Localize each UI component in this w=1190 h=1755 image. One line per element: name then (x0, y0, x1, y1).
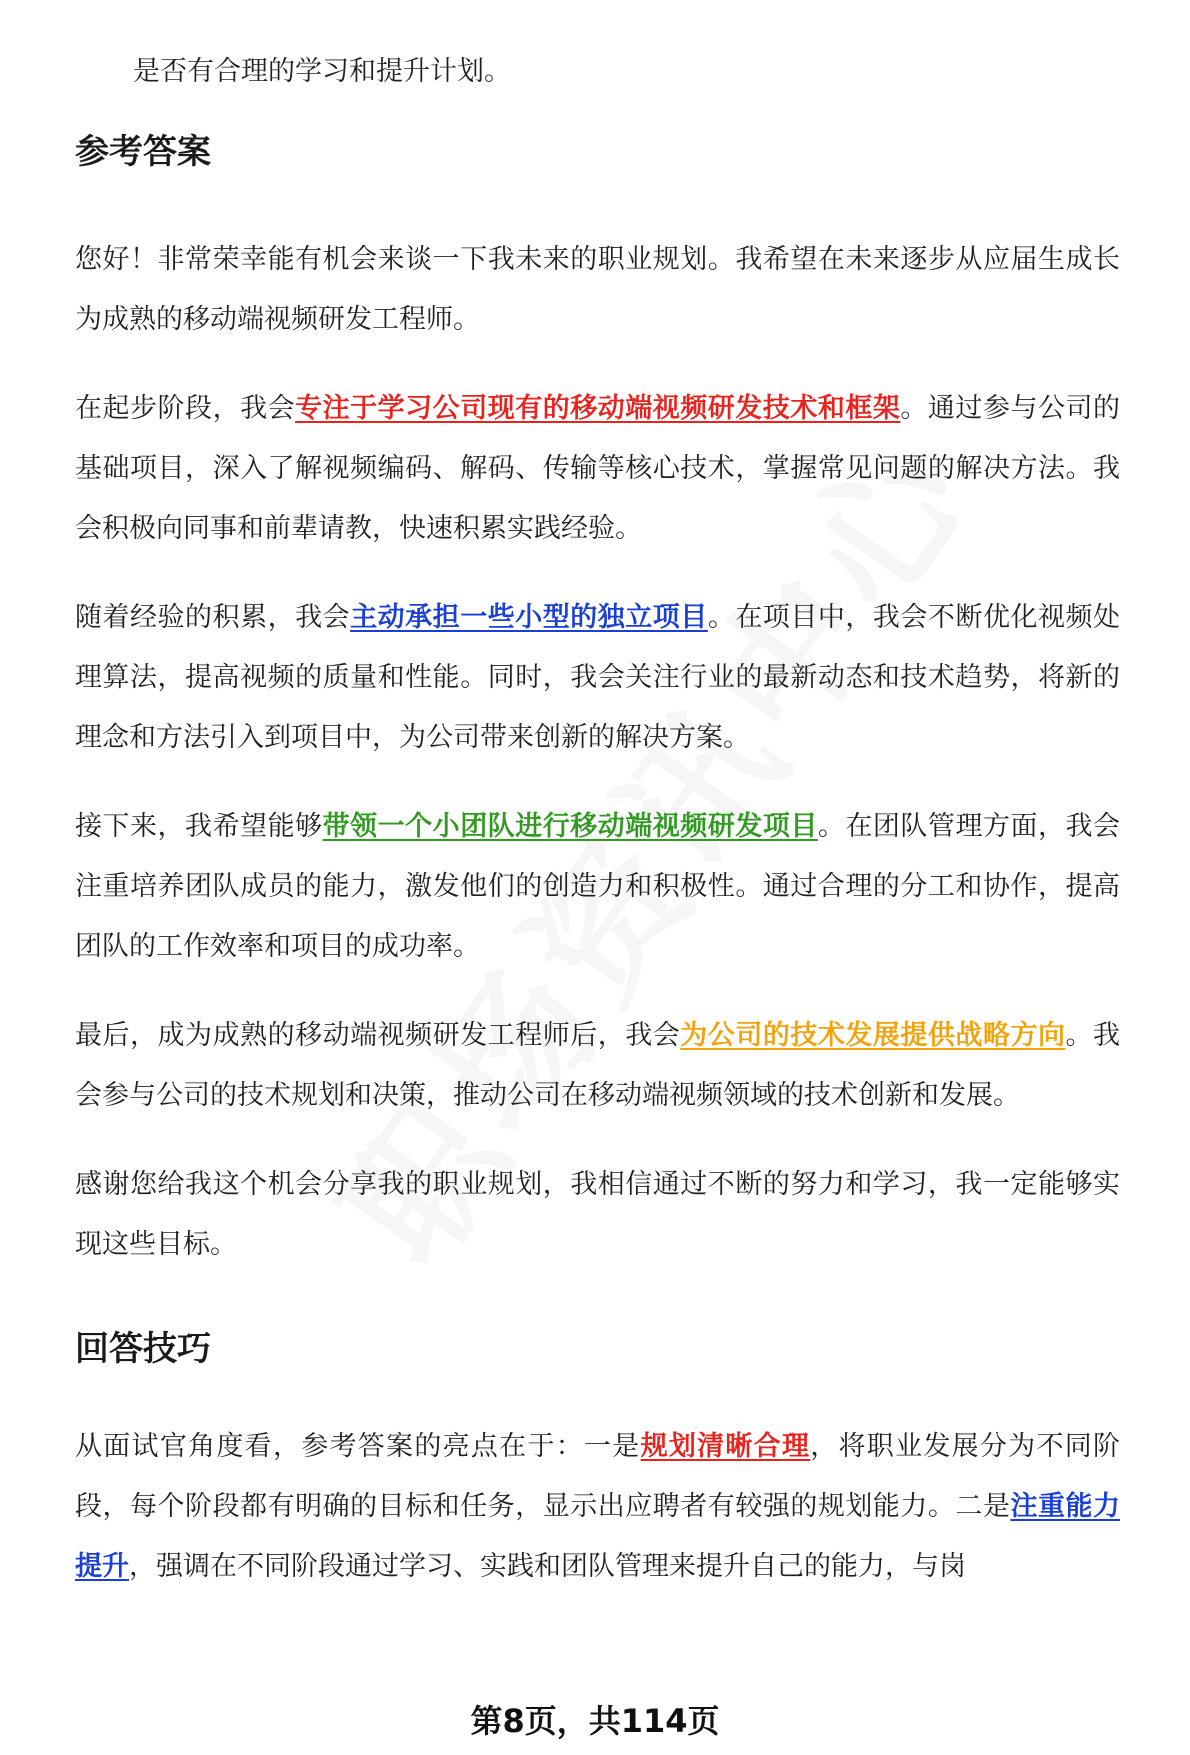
answer-paragraph-1 (75, 230, 1120, 350)
section-heading-reference-answer: 参考答案 (75, 132, 211, 172)
answer-paragraph-2 (75, 379, 1120, 559)
paragraph-text: 。在团队管理方面，我会注重培养团队成员的能力，激发他们的创造力和积极性。通过合理的分工和协作，提高团队的工作效率和项目的成功率。 (75, 811, 1121, 962)
paragraph-text: 最后，成为成熟的移动端视频研发工程师后，我会 (75, 1020, 681, 1051)
paragraph-text: 接下来，我希望能够 (75, 811, 323, 842)
paragraph-text: 从面试官角度看，参考答案的亮点在于：一是 (75, 1431, 641, 1462)
paragraph-text: 感谢您给我这个机会分享我的职业规划，我相信通过不断的努力和学习，我一定能够实现这些目标。 (75, 1169, 1120, 1260)
highlight-blue: 注重能力提升 (75, 1491, 1121, 1582)
paragraph-text: 。我会参与公司的技术规划和决策，推动公司在移动端视频领域的技术创新和发展。 (75, 1020, 1121, 1111)
highlight-blue: 主动承担一些小型的独立项目 (350, 602, 708, 633)
paragraph-text: 在起步阶段，我会 (75, 393, 296, 424)
answer-paragraph-5 (75, 1006, 1120, 1126)
section-heading-answer-tips: 回答技巧 (75, 1329, 211, 1369)
page-number: 第8页，共114页 (470, 1702, 720, 1740)
paragraph-text: 。在项目中，我会不断优化视频处理算法，提高视频的质量和性能。同时，我会关注行业的最新动态和技术趋势，将新的理念和方法引入到项目中，为公司带来创新的解决方案。 (75, 602, 1121, 753)
content-area (75, 42, 1120, 1626)
highlight-red: 专注于学习公司现有的移动端视频研发技术和框架 (295, 393, 901, 424)
paragraph-text: 随着经验的积累，我会 (75, 602, 351, 633)
highlight-orange: 为公司的技术发展提供战略方向 (680, 1020, 1066, 1051)
paragraph-text: 您好！非常荣幸能有机会来谈一下我未来的职业规划。我希望在未来逐步从应届生成长为成熟的移动端视频研发工程师。 (75, 244, 1120, 335)
answer-paragraph-4 (75, 797, 1120, 977)
paragraph-text: 。通过参与公司的基础项目，深入了解视频编码、解码、传输等核心技术，掌握常见问题的解决方法。我会积极向同事和前辈请教，快速积累实践经验。 (75, 393, 1121, 544)
highlight-red: 规划清晰合理 (640, 1431, 811, 1462)
answer-paragraph-6 (75, 1155, 1120, 1275)
highlight-green: 带领一个小团队进行移动端视频研发项目 (322, 811, 818, 842)
paragraph-text: ，将职业发展分为不同阶段，每个阶段都有明确的目标和任务，显示出应聘者有较强的规划能力。二是 (75, 1431, 1121, 1522)
intro-line: 是否有合理的学习和提升计划。 (133, 56, 511, 87)
answer-paragraph-3 (75, 588, 1120, 768)
paragraph-text: ，强调在不同阶段通过学习、实践和团队管理来提升自己的能力，与岗 (129, 1551, 966, 1582)
tips-paragraph (75, 1417, 1120, 1597)
